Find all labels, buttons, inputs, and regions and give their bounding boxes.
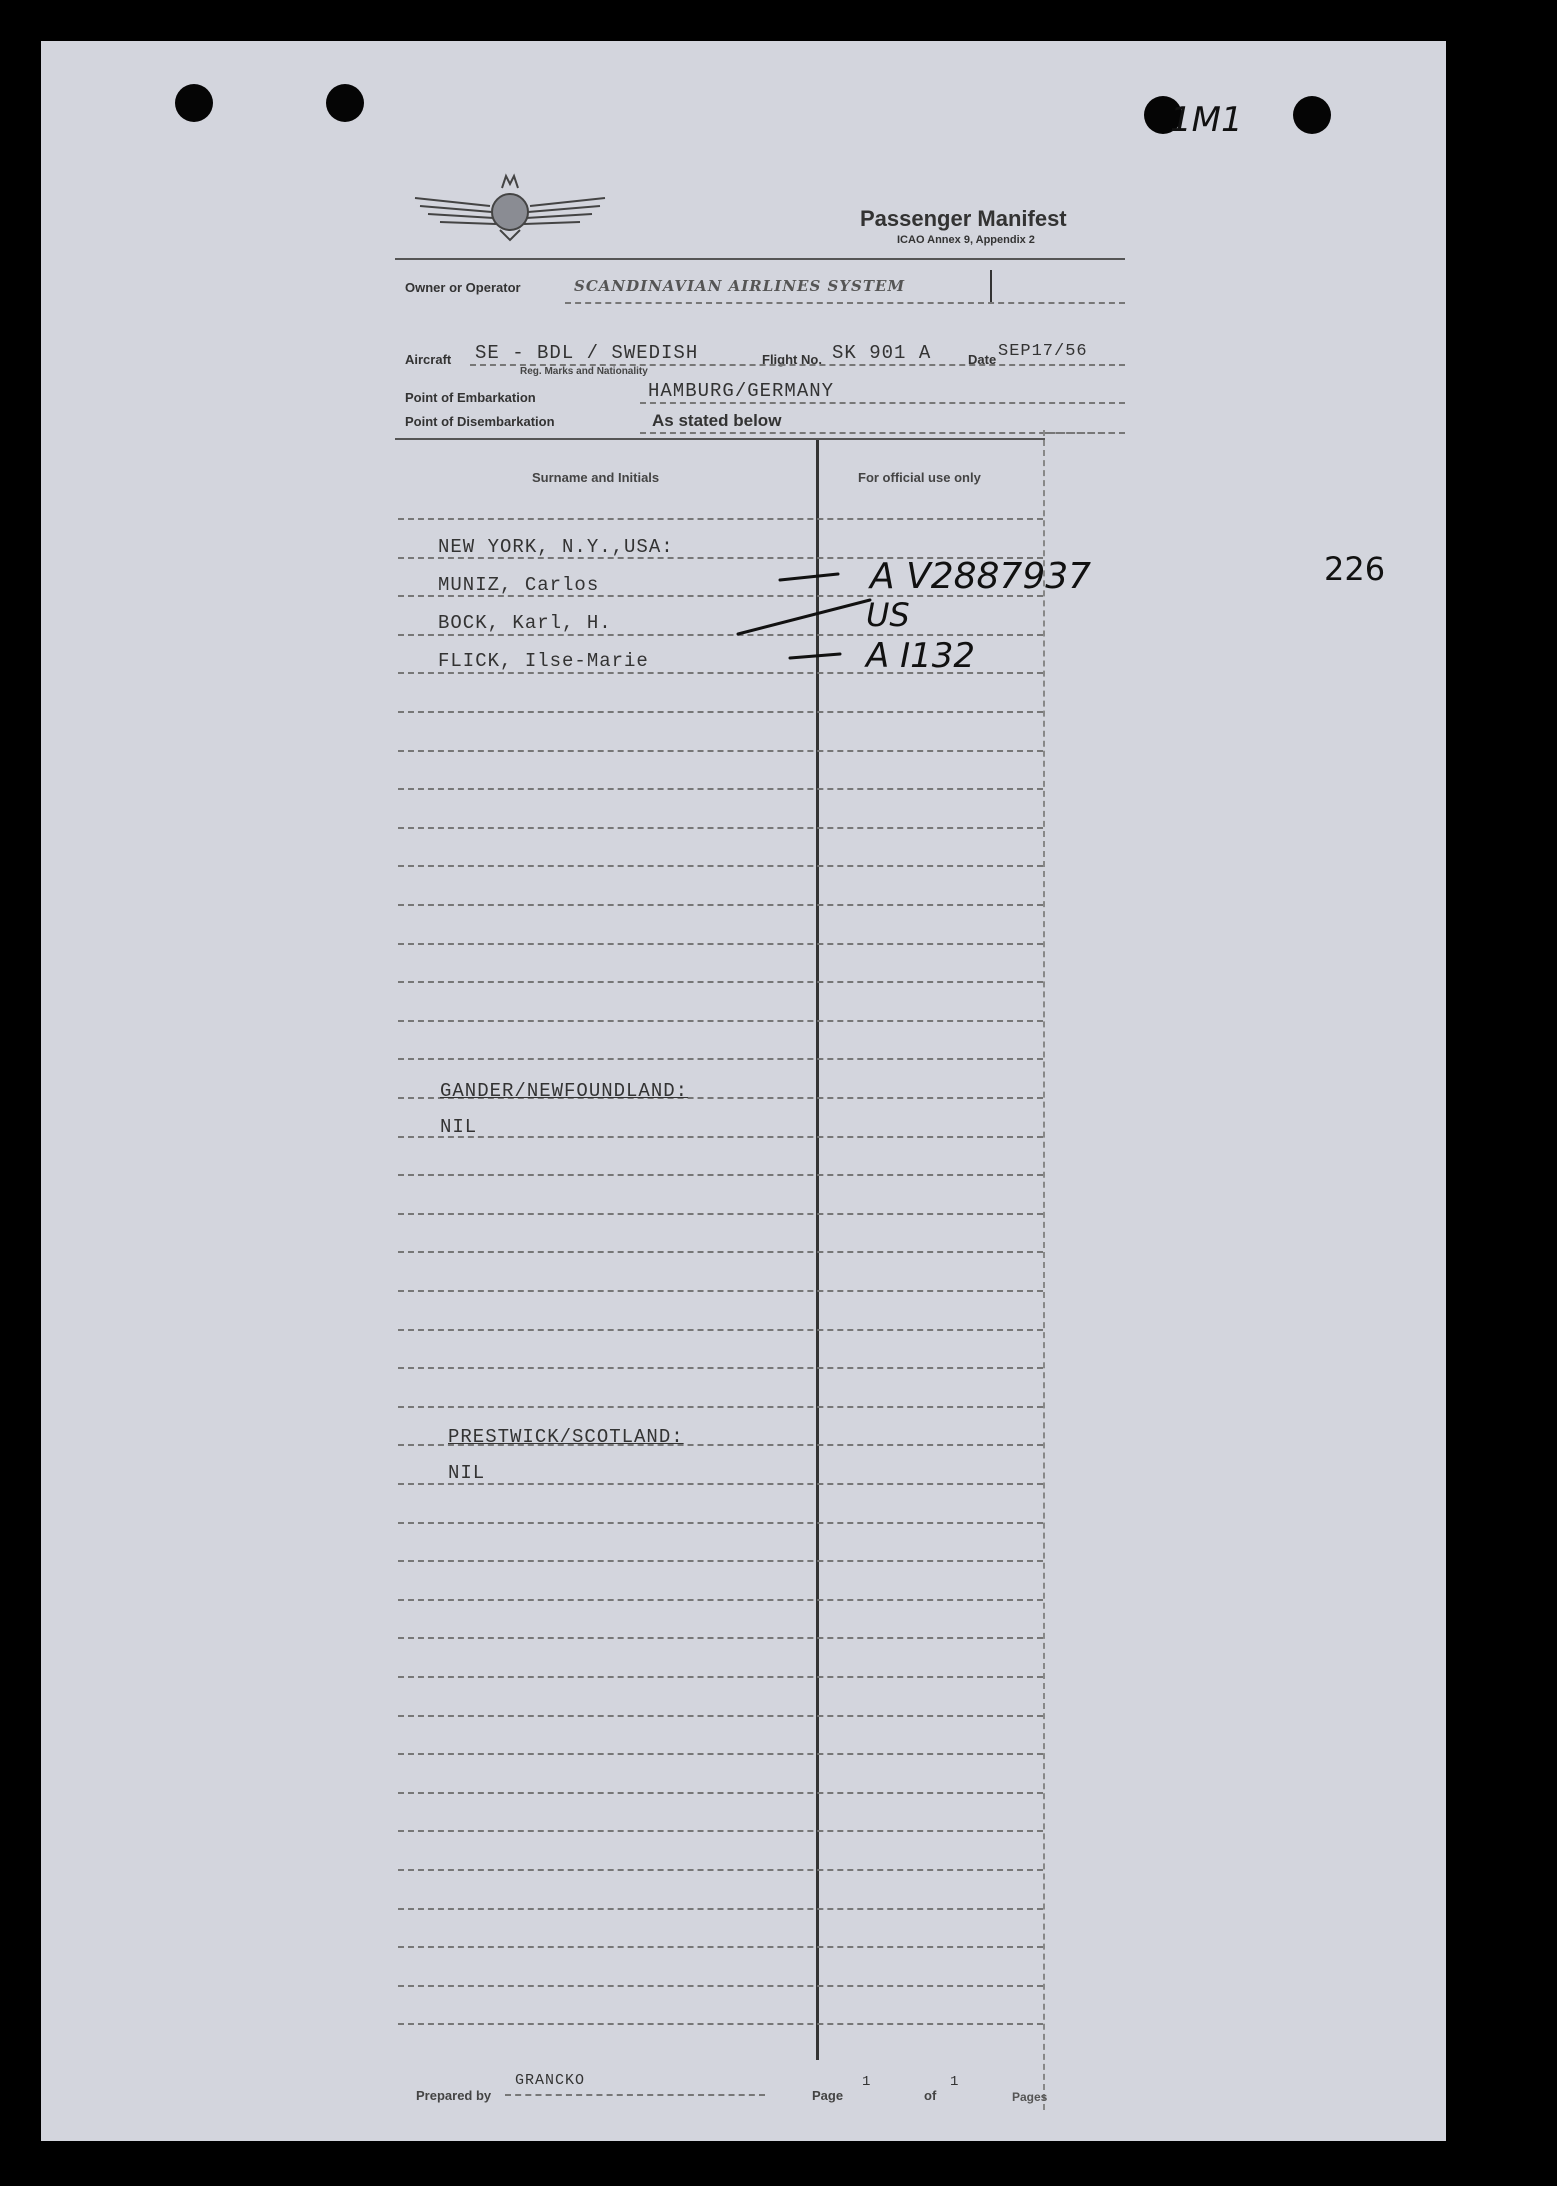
- date-label: Date: [968, 352, 997, 367]
- destination-heading: NEW YORK, N.Y.,USA:: [438, 536, 674, 558]
- form-subtitle: ICAO Annex 9, Appendix 2: [897, 234, 1035, 246]
- disembarkation-label: Point of Disembarkation: [405, 414, 555, 429]
- aircraft-note: Reg. Marks and Nationality: [520, 366, 648, 377]
- destination-heading: PRESTWICK/SCOTLAND:: [448, 1426, 684, 1448]
- passenger-name: FLICK, Ilse-Marie: [438, 650, 649, 672]
- disembarkation-value: As stated below: [652, 411, 782, 430]
- page-label: Page: [812, 2088, 844, 2103]
- passenger-name: BOCK, Karl, H.: [438, 612, 612, 634]
- prepared-by-label: Prepared by: [416, 2088, 492, 2103]
- aircraft-label: Aircraft: [405, 352, 452, 367]
- official-column-header: For official use only: [858, 470, 981, 485]
- date-value: SEP17/56: [998, 342, 1088, 361]
- handwritten-file-mark: 1M1: [1170, 100, 1243, 140]
- owner-label: Owner or Operator: [405, 280, 521, 295]
- handwritten-official-note: US: [866, 596, 910, 634]
- flight-label: Flight No.: [762, 352, 822, 367]
- page-number: 1: [862, 2074, 872, 2090]
- handwritten-page-number: 226: [1324, 550, 1386, 588]
- destination-heading: GANDER/NEWFOUNDLAND:: [440, 1080, 689, 1102]
- pages-label: Pages: [1012, 2090, 1048, 2104]
- page-total: 1: [950, 2074, 960, 2090]
- handwritten-official-note: A I132: [866, 636, 975, 676]
- owner-value: SCANDINAVIAN AIRLINES SYSTEM: [574, 277, 906, 295]
- embarkation-label: Point of Embarkation: [405, 390, 536, 405]
- form-title: Passenger Manifest: [860, 206, 1067, 231]
- surname-column-header: Surname and Initials: [532, 470, 660, 485]
- flight-value: SK 901 A: [832, 342, 932, 364]
- handwritten-official-note: A V2887937: [870, 556, 1092, 597]
- prepared-by-underline: [505, 2094, 765, 2096]
- passenger-name: NIL: [448, 1462, 486, 1484]
- embarkation-value: HAMBURG/GERMANY: [648, 380, 835, 402]
- aircraft-value: SE - BDL / SWEDISH: [475, 342, 699, 364]
- passenger-name: MUNIZ, Carlos: [438, 574, 600, 596]
- prepared-by-value: GRANCKO: [515, 2072, 586, 2089]
- passenger-name: NIL: [440, 1116, 478, 1138]
- of-label: of: [924, 2088, 937, 2103]
